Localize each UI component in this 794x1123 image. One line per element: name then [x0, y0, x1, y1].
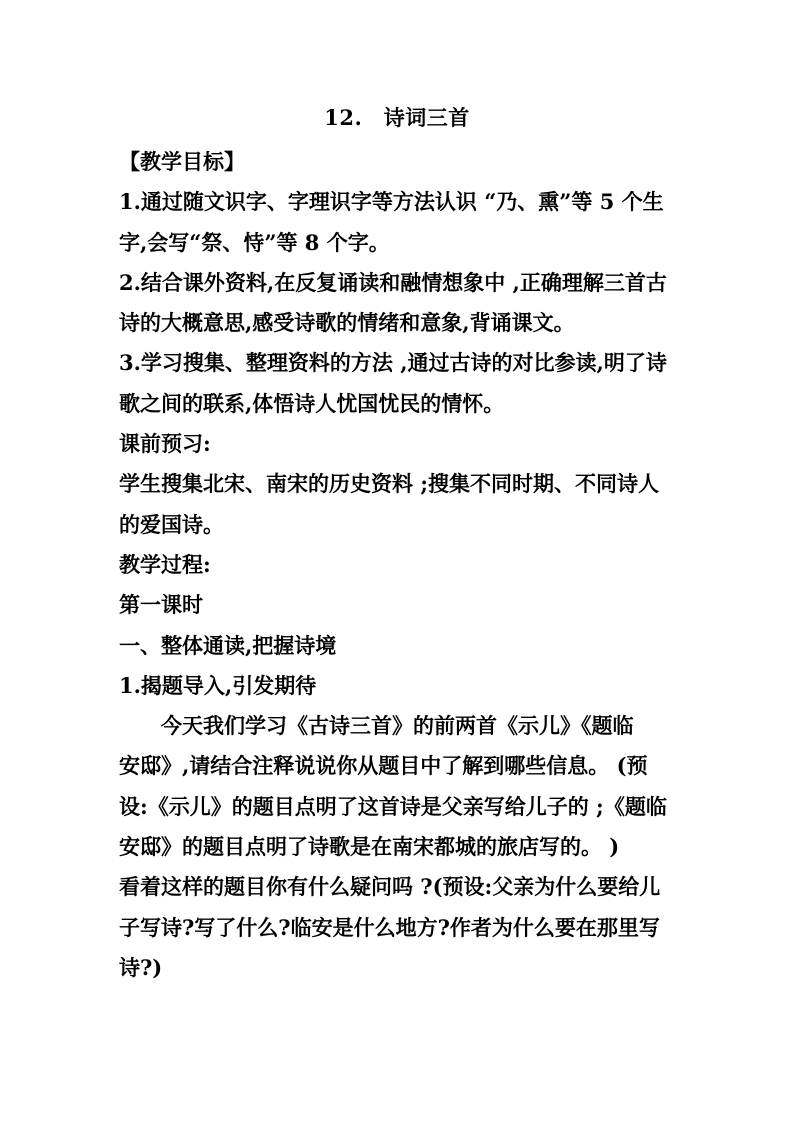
document-body — [119, 142, 679, 988]
objective-3-line-1: 3.学习搜集、整理资料的方法 ,通过古诗的对比参读,明了诗 — [119, 350, 667, 376]
question-line-1: 看着这样的题目你有什么疑问吗 ?(预设:父亲为什么要给儿 — [119, 874, 661, 900]
section-heading-preview: 课前预习: — [119, 431, 211, 457]
objective-1-line-2: 字,会写“祭、恃”等 8 个字。 — [119, 229, 390, 255]
question-line-3: 诗?) — [119, 954, 163, 980]
objective-2-line-2: 诗的大概意思,感受诗歌的情绪和意象,背诵课文。 — [119, 310, 575, 336]
objective-2-line-1: 2.结合课外资料,在反复诵读和融情想象中 ,正确理解三首古 — [119, 269, 667, 295]
lesson-heading-first: 第一课时 — [119, 592, 203, 618]
question-line-2: 子写诗?写了什么?临安是什么地方?作者为什么要在那里写 — [119, 914, 660, 940]
section-heading-process: 教学过程: — [119, 551, 211, 577]
paragraph-line-3: 设:《示儿》的题目点明了这首诗是父亲写给儿子的 ;《题临 — [119, 793, 667, 819]
page-title: 12. 诗词三首 — [324, 105, 470, 130]
paragraph-line-1: 今天我们学习《古诗三首》的前两首《示儿》《题临 — [161, 713, 634, 739]
step-heading-1: 1.揭题导入,引发期待 — [119, 672, 317, 698]
part-heading-1: 一、整体通读,把握诗境 — [119, 632, 337, 658]
objective-1-line-1: 1.通过随文识字、字理识字等方法认识 “乃、熏”等 5 个生 — [119, 189, 664, 215]
paragraph-line-2: 安邸》,请结合注释说说你从题目中了解到哪些信息。 (预 — [119, 753, 648, 779]
objective-3-line-2: 歌之间的联系,体悟诗人忧国忧民的情怀。 — [119, 390, 505, 416]
preview-line-2: 的爱国诗。 — [119, 511, 224, 537]
section-heading-objectives: 【教学目标】 — [119, 149, 245, 174]
paragraph-line-4: 安邸》的题目点明了诗歌是在南宋都城的旅店写的。 ) — [119, 834, 620, 860]
preview-line-1: 学生搜集北宋、南宋的历史资料 ;搜集不同时期、不同诗人 — [119, 471, 660, 497]
